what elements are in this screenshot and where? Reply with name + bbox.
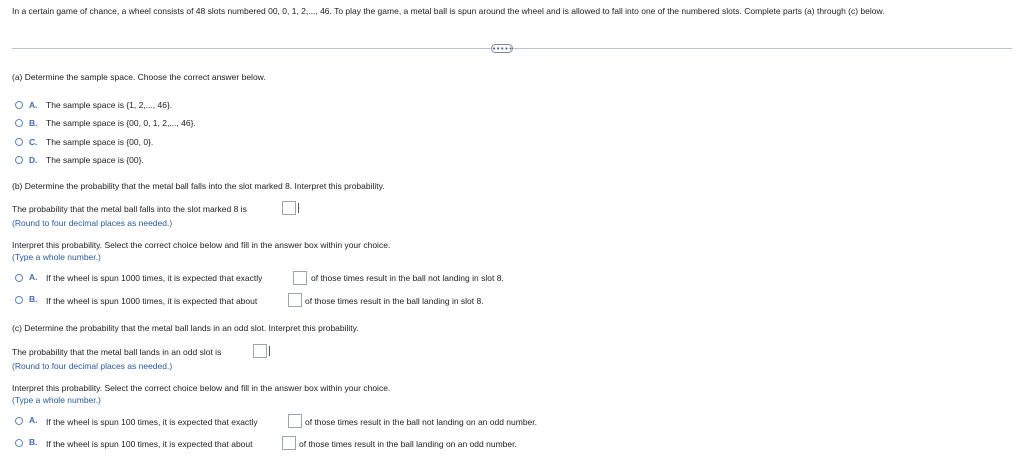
part-a-option-b-text[interactable]: The sample space is {00, 0, 1, 2,..., 46}. (46, 118, 196, 128)
part-b-type-hint: (Type a whole number.) (12, 252, 101, 262)
part-b-option-a-after: of those times result in the ball not landing in slot 8. (311, 273, 504, 283)
part-a-prompt: (a) Determine the sample space. Choose the correct answer below. (12, 72, 266, 82)
part-b-option-b-input[interactable] (288, 293, 302, 307)
text-cursor (298, 203, 299, 213)
part-a-option-d-radio[interactable] (15, 156, 23, 164)
part-b-option-a-before: If the wheel is spun 1000 times, it is expected that exactly (46, 273, 263, 283)
part-a-option-c-text[interactable]: The sample space is {00, 0}. (46, 137, 154, 147)
part-c-option-b-input[interactable] (282, 436, 296, 450)
part-b-option-b-radio[interactable] (15, 296, 23, 304)
part-a-option-d-letter: D. (29, 155, 38, 165)
part-a-option-a-text[interactable]: The sample space is {1, 2,..., 46}. (46, 100, 173, 110)
part-c-option-b-after: of those times result in the ball landing on an odd number. (299, 439, 517, 449)
part-c-type-hint: (Type a whole number.) (12, 395, 101, 405)
part-c-round-hint: (Round to four decimal places as needed.) (12, 361, 173, 371)
part-a-option-b-letter: B. (29, 118, 38, 128)
part-b-round-hint: (Round to four decimal places as needed.) (12, 218, 173, 228)
part-c-option-b-radio[interactable] (15, 439, 23, 447)
part-b-prompt: (b) Determine the probability that the metal ball falls into the slot marked 8. Interpret this probability. (12, 181, 385, 191)
part-b-option-b-letter: B. (29, 294, 38, 304)
part-a-option-a-letter: A. (29, 100, 38, 110)
part-b-option-b-before: If the wheel is spun 1000 times, it is expected that about (46, 296, 258, 306)
part-c-option-a-letter: A. (29, 415, 38, 425)
expand-toggle-button[interactable]: ••••• (492, 45, 513, 53)
part-a-option-c-radio[interactable] (15, 138, 23, 146)
part-c-prompt: (c) Determine the probability that the metal ball lands in an odd slot. Interpret this probability. (12, 323, 359, 333)
part-c-answer-line: The probability that the metal ball lands in an odd slot is (12, 347, 222, 357)
part-c-interpret: Interpret this probability. Select the correct choice below and fill in the answer box within your choice. (12, 383, 391, 393)
part-a-option-c-letter: C. (29, 137, 38, 147)
part-c-option-a-before: If the wheel is spun 100 times, it is expected that exactly (46, 417, 258, 427)
part-b-option-b-after: of those times result in the ball landing in slot 8. (305, 296, 484, 306)
part-b-option-a-input[interactable] (293, 271, 307, 285)
part-c-option-a-after: of those times result in the ball not landing on an odd number. (305, 417, 538, 427)
part-c-option-b-letter: B. (29, 437, 38, 447)
part-c-option-b-before: If the wheel is spun 100 times, it is expected that about (46, 439, 253, 449)
part-a-option-a-radio[interactable] (15, 101, 23, 109)
part-b-option-a-letter: A. (29, 272, 38, 282)
part-a-option-b-radio[interactable] (15, 119, 23, 127)
part-b-option-a-radio[interactable] (15, 274, 23, 282)
part-a-option-d-text[interactable]: The sample space is {00}. (46, 155, 144, 165)
text-cursor (269, 346, 270, 356)
part-c-probability-input[interactable] (253, 344, 267, 358)
part-c-option-a-input[interactable] (288, 414, 302, 428)
part-c-option-a-radio[interactable] (15, 417, 23, 425)
problem-intro: In a certain game of chance, a wheel consists of 48 slots numbered 00, 0, 1, 2,..., 46. To play the game, a metal ball is spun around the wheel and is allowed to fall into one of the numbered slots. Complete parts (a) through (c) below. (12, 6, 885, 16)
part-b-interpret: Interpret this probability. Select the correct choice below and fill in the answer box within your choice. (12, 240, 391, 250)
part-b-probability-input[interactable] (282, 201, 296, 215)
part-b-answer-line: The probability that the metal ball falls into the slot marked 8 is (12, 204, 247, 214)
